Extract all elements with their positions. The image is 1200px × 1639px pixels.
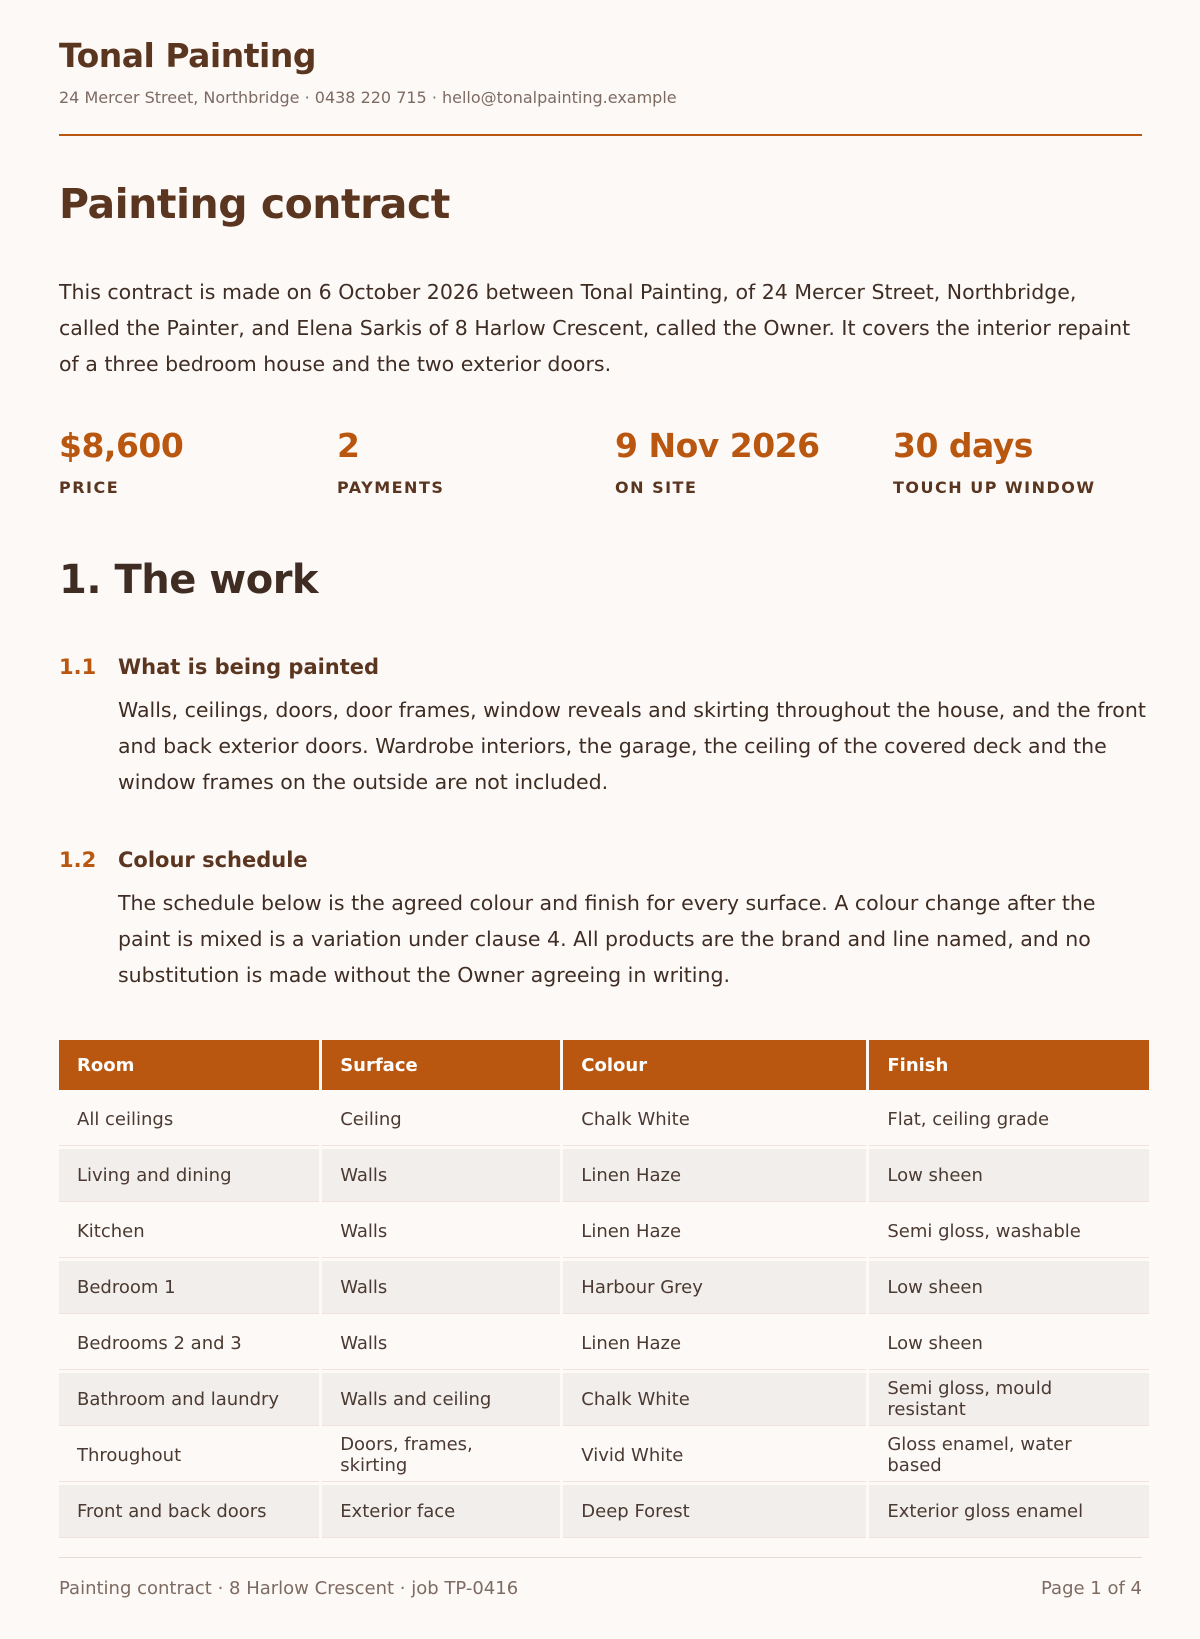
cell-colour: Linen Haze bbox=[563, 1317, 866, 1370]
key-facts bbox=[59, 424, 1142, 504]
clause-body: Walls, ceilings, doors, door frames, window reveals and skirting throughout the house, and the front and back exterior doors. Wardrobe interiors, the garage, the ceiling of the covered deck and the window frames on the outside are not included. bbox=[118, 698, 1146, 794]
stat-payments bbox=[337, 424, 607, 497]
footer-document-info: Painting contract · 8 Harlow Crescent · job TP-0416 bbox=[59, 1578, 519, 1599]
column-header-colour: Colour bbox=[563, 1040, 866, 1090]
stat-label: PAYMENTS bbox=[337, 478, 445, 497]
cell-surface: Ceiling bbox=[322, 1093, 560, 1146]
cell-room: All ceilings bbox=[59, 1093, 319, 1146]
company-contact: 24 Mercer Street, Northbridge · 0438 220 715 · hello@tonalpainting.example bbox=[59, 88, 677, 107]
clause-title: Colour schedule bbox=[118, 848, 308, 872]
cell-surface: Walls bbox=[322, 1261, 560, 1314]
column-header-room: Room bbox=[59, 1040, 319, 1090]
stat-on-site bbox=[615, 424, 885, 497]
cell-room: Kitchen bbox=[59, 1205, 319, 1258]
column-header-finish: Finish bbox=[869, 1040, 1149, 1090]
stat-value: 2 bbox=[337, 426, 360, 465]
cell-surface: Walls bbox=[322, 1149, 560, 1202]
cell-surface: Walls and ceiling bbox=[322, 1373, 560, 1426]
intro-paragraph: This contract is made on 6 October 2026 between Tonal Painting, of 24 Mercer Street, Northbridge, called the Painter, and Elena Sarkis of 8 Harlow Crescent, called the Owner. It covers the interior repaint of a three bedroom house and the two exterior doors. bbox=[59, 280, 1131, 376]
cell-room: Bedrooms 2 and 3 bbox=[59, 1317, 319, 1370]
clause-body: The schedule below is the agreed colour and finish for every surface. A colour change after the paint is mixed is a variation under clause 4. All products are the brand and line named, and no substitution is made without the Owner agreeing in writing. bbox=[118, 891, 1096, 987]
stat-value: 9 Nov 2026 bbox=[615, 426, 820, 465]
cell-colour: Vivid White bbox=[563, 1429, 866, 1482]
cell-room: Front and back doors bbox=[59, 1485, 319, 1538]
cell-finish: Flat, ceiling grade bbox=[869, 1093, 1149, 1146]
table-row bbox=[59, 1373, 1149, 1426]
table-row bbox=[59, 1205, 1149, 1258]
stat-label: TOUCH UP WINDOW bbox=[893, 478, 1096, 497]
cell-colour: Harbour Grey bbox=[563, 1261, 866, 1314]
cell-room: Bathroom and laundry bbox=[59, 1373, 319, 1426]
table-row bbox=[59, 1485, 1149, 1538]
company-name: Tonal Painting bbox=[59, 36, 316, 75]
cell-finish: Exterior gloss enamel bbox=[869, 1485, 1149, 1538]
cell-colour: Linen Haze bbox=[563, 1205, 866, 1258]
cell-surface: Doors, frames, skirting bbox=[322, 1429, 560, 1482]
document-title: Painting contract bbox=[59, 180, 450, 228]
cell-surface: Exterior face bbox=[322, 1485, 560, 1538]
cell-finish: Low sheen bbox=[869, 1261, 1149, 1314]
header-divider bbox=[59, 134, 1142, 136]
cell-colour: Linen Haze bbox=[563, 1149, 866, 1202]
table-row bbox=[59, 1149, 1149, 1202]
cell-colour: Chalk White bbox=[563, 1373, 866, 1426]
footer-divider bbox=[59, 1557, 1142, 1558]
stat-value: $8,600 bbox=[59, 426, 184, 465]
clause-number: 1.2 bbox=[59, 848, 97, 872]
table-row bbox=[59, 1317, 1149, 1370]
cell-colour: Chalk White bbox=[563, 1093, 866, 1146]
table-row bbox=[59, 1429, 1149, 1482]
table-row bbox=[59, 1093, 1149, 1146]
cell-finish: Low sheen bbox=[869, 1149, 1149, 1202]
table-header-row bbox=[59, 1040, 1149, 1090]
page-number: Page 1 of 4 bbox=[1041, 1578, 1142, 1599]
colour-schedule-table bbox=[56, 1037, 1152, 1541]
stat-label: ON SITE bbox=[615, 478, 698, 497]
cell-finish: Gloss enamel, water based bbox=[869, 1429, 1149, 1482]
column-header-surface: Surface bbox=[322, 1040, 560, 1090]
stat-label: PRICE bbox=[59, 478, 120, 497]
clause-title: What is being painted bbox=[118, 655, 380, 679]
table-row bbox=[59, 1261, 1149, 1314]
cell-finish: Low sheen bbox=[869, 1317, 1149, 1370]
cell-room: Living and dining bbox=[59, 1149, 319, 1202]
stat-value: 30 days bbox=[893, 426, 1033, 465]
stat-touch-up-window bbox=[893, 424, 1163, 497]
cell-room: Bedroom 1 bbox=[59, 1261, 319, 1314]
cell-room: Throughout bbox=[59, 1429, 319, 1482]
cell-surface: Walls bbox=[322, 1317, 560, 1370]
cell-surface: Walls bbox=[322, 1205, 560, 1258]
stat-price bbox=[59, 424, 329, 497]
clause-number: 1.1 bbox=[59, 655, 97, 679]
cell-finish: Semi gloss, washable bbox=[869, 1205, 1149, 1258]
section-title: 1. The work bbox=[59, 557, 319, 603]
cell-colour: Deep Forest bbox=[563, 1485, 866, 1538]
cell-finish: Semi gloss, mould resistant bbox=[869, 1373, 1149, 1426]
